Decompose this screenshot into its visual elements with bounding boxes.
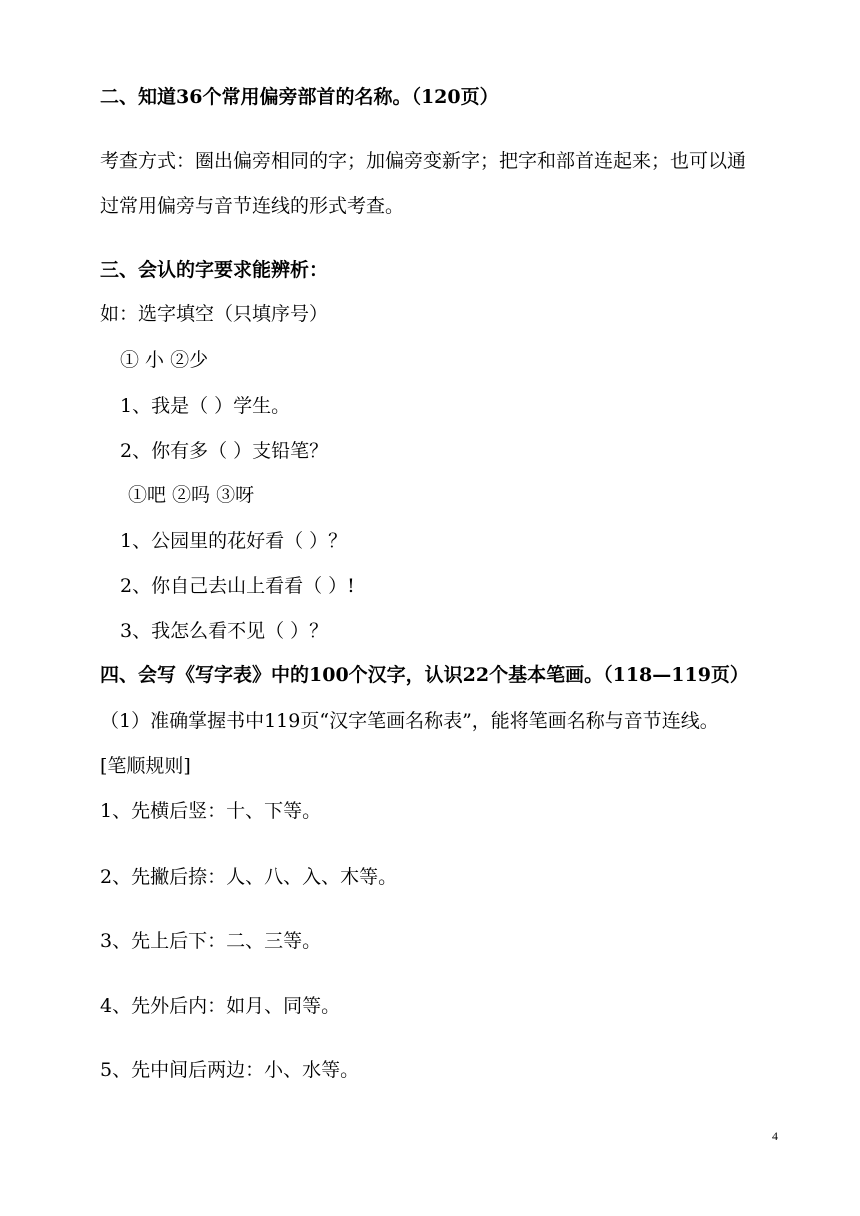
page-number: 4 xyxy=(772,1129,778,1143)
section-2-body-line-1: 考查方式：圈出偏旁相同的字；加偏旁变新字；把字和部首连起来；也可以通 xyxy=(100,150,747,172)
section-4-heading: 四、会写《写字表》中的100个汉字，认识22个基本笔画。（118—119页） xyxy=(100,664,749,686)
choice-options-group-2: ①吧 ②吗 ③呀 xyxy=(128,484,255,506)
section-4-note: （1）准确掌握书中119页“汉字笔画名称表”，能将笔画名称与音节连线。 xyxy=(100,710,719,732)
stroke-order-rules-title: [笔顺规则] xyxy=(100,755,191,777)
stroke-order-rule: 5、先中间后两边：小、水等。 xyxy=(100,1059,360,1081)
fill-blank-item: 1、公园里的花好看（ ）？ xyxy=(120,530,348,552)
section-2-body-line-2: 过常用偏旁与音节连线的形式考查。 xyxy=(100,195,405,217)
fill-blank-item: 2、你有多（ ）支铅笔？ xyxy=(120,440,329,462)
section-3-example-intro: 如：选字填空（只填序号） xyxy=(100,303,329,325)
stroke-order-rule: 3、先上后下：二、三等。 xyxy=(100,930,322,952)
fill-blank-item: 1、我是（ ）学生。 xyxy=(120,395,291,417)
section-3-heading: 三、会认的字要求能辨析： xyxy=(100,259,329,281)
fill-blank-item: 3、我怎么看不见（ ）？ xyxy=(120,620,329,642)
stroke-order-rule: 1、先横后竖：十、下等。 xyxy=(100,800,322,822)
stroke-order-rule: 4、先外后内：如月、同等。 xyxy=(100,995,341,1017)
section-2-heading: 二、知道36个常用偏旁部首的名称。（120页） xyxy=(100,86,499,108)
choice-options-group-1: ① 小 ②少 xyxy=(120,349,209,371)
fill-blank-item: 2、你自己去山上看看（ ）! xyxy=(120,575,355,597)
stroke-order-rule: 2、先撇后捺：人、八、入、木等。 xyxy=(100,866,398,888)
